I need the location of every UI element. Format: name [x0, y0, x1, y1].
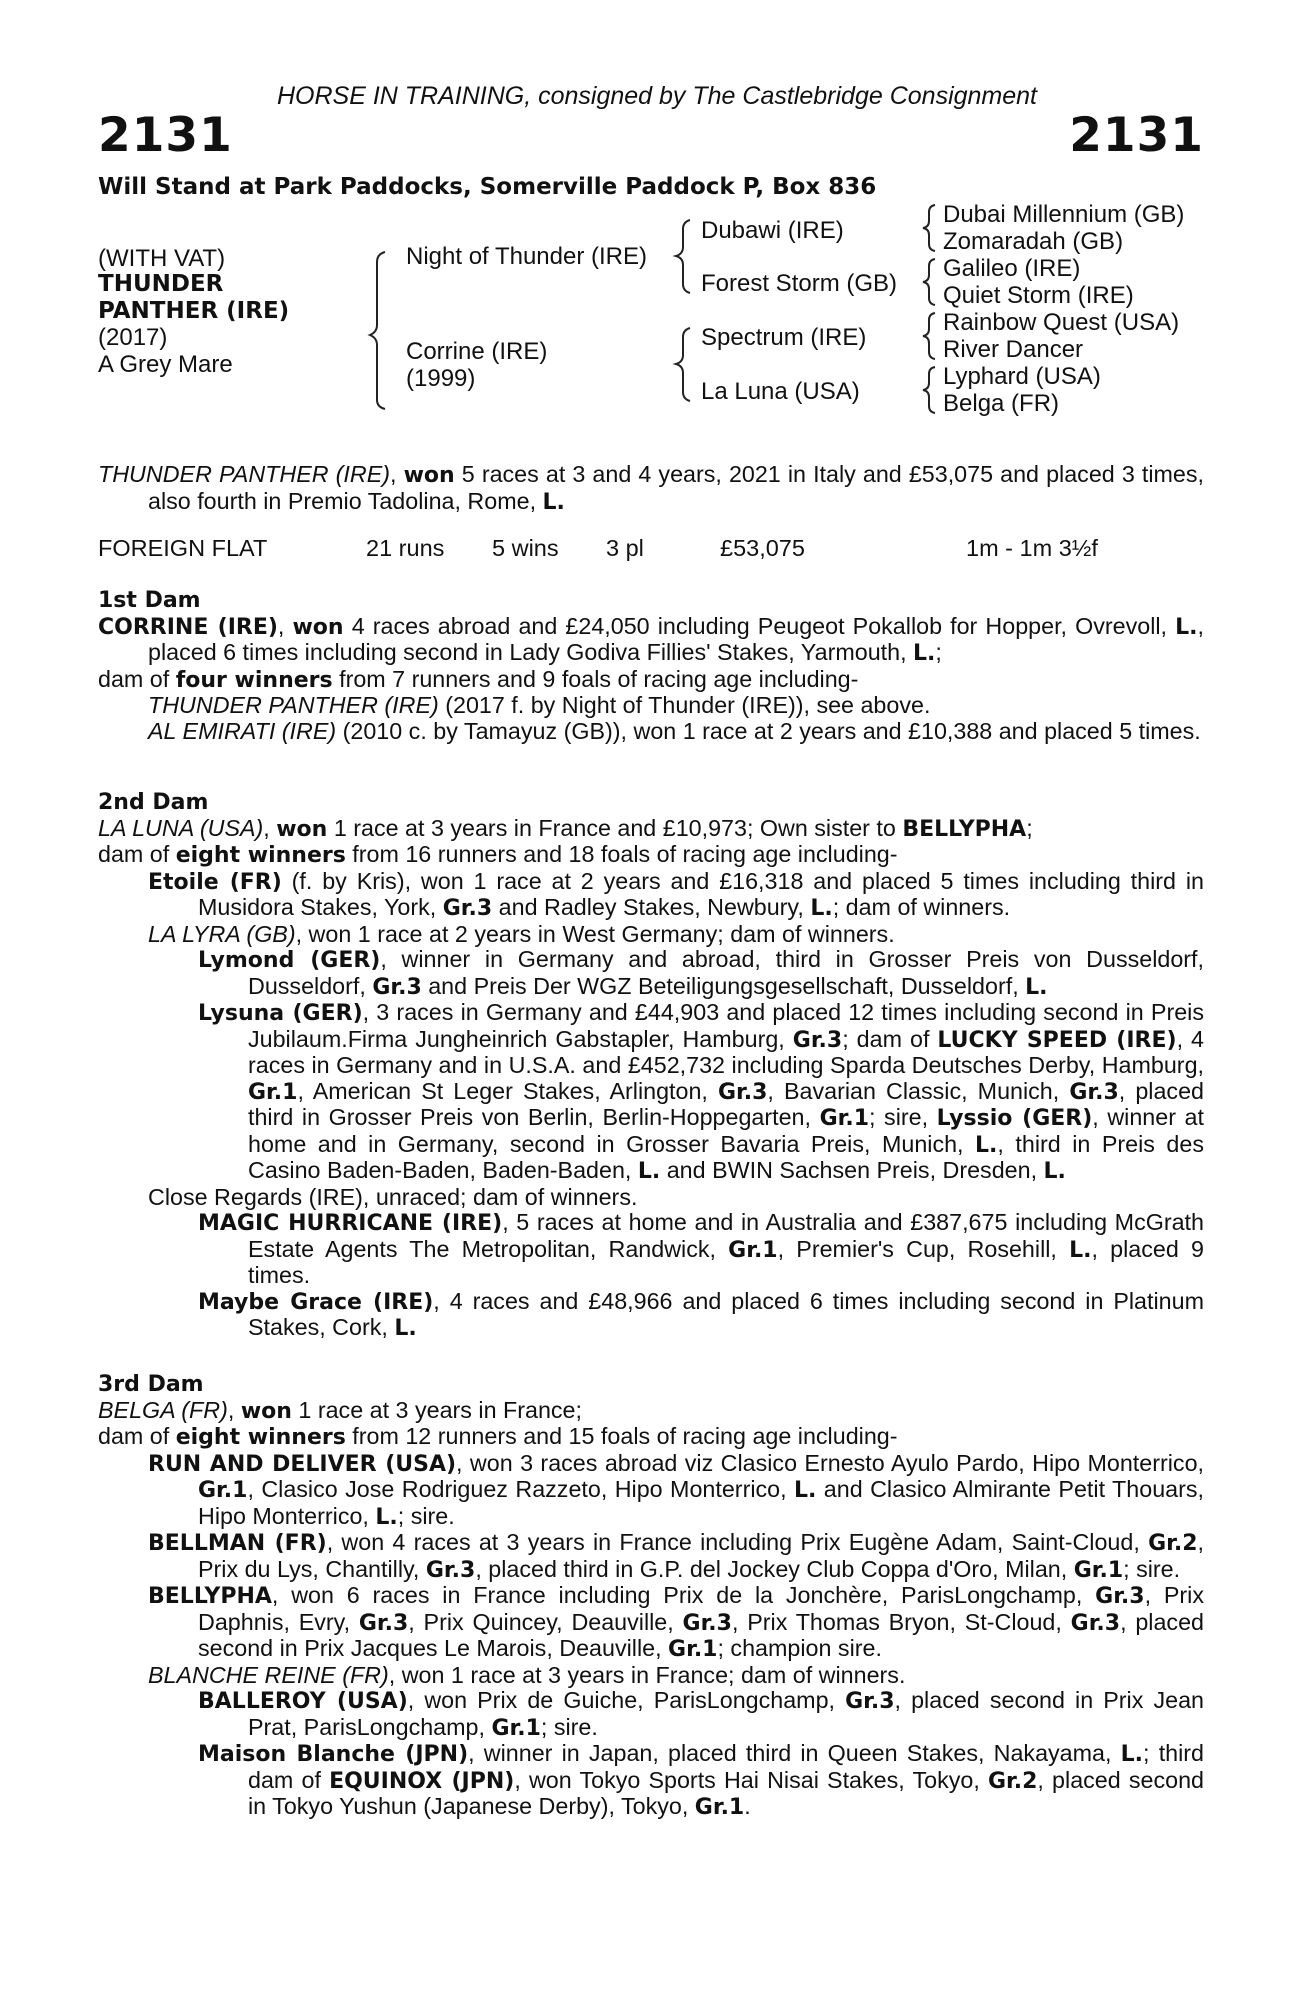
- listed-mark: L.: [1120, 1742, 1144, 1767]
- text: ; champion sire.: [717, 1635, 882, 1661]
- third-dam-name: BELGA (FR): [98, 1396, 228, 1423]
- listed-mark: L.: [975, 1132, 998, 1158]
- text: 4 races abroad and £24,050 including Peugeot Pokallob for Hopper, Ovrevoll,: [343, 612, 1176, 639]
- text: (f. by Kris), won 1 race at 2 years and £16,318 and placed 5 times including third in Musidora Stakes, York,: [198, 867, 1204, 920]
- text: , placed third in Grosser Preis von Berlin, Berlin-Hoppegarten,: [248, 1077, 1204, 1130]
- text: , won 1 race at 2 years in West Germany; dam of winners.: [295, 920, 895, 947]
- text: dam of: [98, 665, 176, 692]
- grade-mark: Gr.3: [358, 1610, 409, 1636]
- text: ;: [1026, 814, 1033, 841]
- progeny-name: LUCKY SPEED (IRE): [937, 1027, 1177, 1053]
- ds-dam: River Dancer: [943, 336, 1084, 363]
- text: , winner at home and in Germany, second in Grosser Bavaria Preis, Munich,: [248, 1104, 1204, 1157]
- grade-mark: Gr.3: [845, 1689, 895, 1714]
- grade-mark: Gr.3: [682, 1610, 732, 1636]
- text: , won 1 race at 3 years in France; dam of winners.: [388, 1661, 906, 1688]
- text: , placed second in Prix Jacques Le Marois, Deauville,: [198, 1608, 1204, 1661]
- text: ; sire,: [869, 1104, 937, 1130]
- text: , won 3 races abroad viz Clasico Ernesto Ayulo Pardo, Hipo Monterrico,: [456, 1449, 1204, 1476]
- text: , placed second in Prix Jean Prat, ParisLongchamp,: [248, 1687, 1204, 1740]
- record-distance: 1m - 1m 3½f: [966, 535, 1098, 561]
- grade-mark: Gr.1: [728, 1237, 778, 1263]
- grade-mark: Gr.1: [819, 1106, 869, 1131]
- text: from 7 runners and 9 foals of racing age including-: [332, 665, 859, 692]
- text: , won 4 races at 3 years in France including Prix Eugène Adam, Saint-Cloud,: [326, 1529, 1149, 1555]
- grade-mark: Gr.3: [1070, 1610, 1121, 1636]
- sire: Night of Thunder (IRE): [406, 243, 647, 270]
- progeny-name: Lysuna (GER): [198, 1001, 363, 1026]
- text: , won Prix de Guiche, ParisLongchamp,: [407, 1687, 846, 1713]
- sd-sire: Galileo (IRE): [943, 255, 1081, 282]
- third-dam-heading: 3rd Dam: [98, 1372, 204, 1397]
- dd-sire: Lyphard (USA): [943, 363, 1101, 390]
- text: , 4 races in Germany and in U.S.A. and £452,732 including Sparda Deutsches Derby, Hamburg,: [248, 1025, 1205, 1078]
- ss-sire: Dubai Millennium (GB): [943, 201, 1185, 228]
- grade-mark: Gr.3: [792, 1027, 843, 1053]
- progeny-name: BALLEROY (USA): [198, 1689, 408, 1714]
- horse-name-line1: THUNDER: [98, 271, 224, 297]
- grade-mark: Gr.3: [717, 1079, 768, 1105]
- grade-mark: Gr.1: [198, 1478, 248, 1503]
- dam: Corrine (IRE): [406, 338, 548, 365]
- grade-mark: Gr.3: [1069, 1079, 1119, 1105]
- text: and BWIN Sachsen Preis, Dresden,: [660, 1157, 1044, 1183]
- winners-count: four winners: [175, 667, 333, 693]
- grade-mark: Gr.1: [694, 1795, 745, 1820]
- text: , winner in Japan, placed third in Queen Stakes, Nakayama,: [468, 1740, 1121, 1766]
- progeny-name: Lyssio (GER): [936, 1106, 1093, 1131]
- progeny-name: Etoile (FR): [148, 869, 282, 895]
- first-dam-name: CORRINE (IRE): [98, 614, 278, 640]
- sd-dam: Quiet Storm (IRE): [943, 282, 1134, 309]
- text: ; dam of: [842, 1025, 938, 1052]
- listed-mark: L.: [1175, 614, 1198, 640]
- listed-mark: L.: [794, 1478, 817, 1503]
- summary-horse-name: THUNDER PANTHER (IRE): [98, 461, 391, 487]
- summary-text: 5 races at 3 and 4 years, 2021 in Italy and £53,075 and placed 3 times, also fourth in Premio Tadolina, Rome,: [148, 461, 1204, 514]
- listed-mark: L.: [394, 1316, 417, 1341]
- record-runs: 21 runs: [366, 535, 445, 561]
- record-earnings: £53,075: [720, 535, 805, 561]
- text: , 3 races in Germany and £44,903 and placed 12 times including second in Preis Jubilaum.Firma Jungheinrich Gabstapler, Hamburg,: [248, 999, 1204, 1052]
- text: , placed third in G.P. del Jockey Club Coppa d'Oro, Milan,: [475, 1555, 1074, 1582]
- won-label: won: [240, 1398, 292, 1424]
- sire-dam: Forest Storm (GB): [701, 270, 898, 297]
- text: from 12 runners and 15 foals of racing age including-: [345, 1423, 898, 1449]
- progeny-name: AL EMIRATI (IRE): [148, 717, 337, 744]
- text: , Prix Quincey, Deauville,: [408, 1608, 683, 1635]
- dam-dam: La Luna (USA): [701, 378, 860, 405]
- grade-mark: Gr.3: [372, 974, 422, 1000]
- text: , Clasico Jose Rodriguez Razzeto, Hipo Monterrico,: [247, 1476, 794, 1502]
- progeny-name: Maison Blanche (JPN): [198, 1742, 469, 1767]
- text: and Preis Der WGZ Beteiligungsgesellschaft, Dusseldorf,: [421, 972, 1026, 999]
- text: , third in Preis des Casino Baden-Baden, Baden-Baden,: [248, 1130, 1204, 1183]
- second-dam-section: 2nd Dam LA LUNA (USA), won 1 race at 3 years in France and £10,973; Own sister to BELLYPHA; dam of eight winners from 16 runners and 18 foals of racing age including- Etoile (FR) (f. by Kris), won 1 race at 2 years and £16,318 and placed 5 times including third in Musidora Stakes, York, Gr.3 and Radley Stakes, Newbury, L.; dam of winners. LA LYRA (GB), won 1 race at 2 years in West Germany; dam of winners. Lymond (GER), winner in Germany and abroad, third in Grosser Preis von Dusseldorf, Dusseldorf, Gr.3 and Preis Der WGZ Beteiligungsgesellschaft, Dusseldorf, L. Lysuna (GER), 3 races in Germany and £44,903 and placed 12 times including second in Preis Jubilaum.Firma Jungheinrich Gabstapler, Hamburg, Gr.3; dam of LUCKY SPEED (IRE), 4 races in Germany and in U.S.A. and £452,732 including Sparda Deutsches Derby, Hamburg, Gr.1, American St Leger Stakes, Arlington, Gr.3, Bavarian Classic, Munich, Gr.3, placed third in Grosser Preis von Berlin, Berlin-Hoppegarten, Gr.1; sire, Lyssio (GER), winner at home and in Germany, second in Grosser Bavaria Preis, Munich, L., third in Preis des Casino Baden-Baden, Baden-Baden, L. and BWIN Sachsen Preis, Dresden, L. Close Regards (IRE), unraced; dam of winners. MAGIC HURRICANE (IRE), 5 races at home and in Australia and £387,675 including McGrath Estate Agents The Metropolitan, Randwick, Gr.1, Premier's Cup, Rosehill, L., placed 9 times. Maybe Grace (IRE), 4 races and £48,966 and placed 6 times including second in Platinum Stakes, Cork, L.: [98, 790, 1205, 1341]
- grade-mark: Gr.1: [1073, 1557, 1124, 1583]
- text: ; third dam of: [248, 1740, 1205, 1793]
- horse-name-line2: PANTHER (IRE): [98, 298, 290, 324]
- listed-mark: L.: [913, 641, 936, 666]
- page-header: HORSE IN TRAINING, consigned by The Castlebridge Consignment: [276, 82, 1038, 110]
- second-dam-name: LA LUNA (USA): [98, 814, 264, 841]
- text: , Bavarian Classic, Munich,: [767, 1077, 1070, 1104]
- winners-count: eight winners: [175, 843, 346, 868]
- won-label: won: [292, 614, 344, 640]
- listed-mark: L.: [637, 1159, 661, 1184]
- text: 1 race at 3 years in France and £10,973; Own sister to: [327, 814, 903, 841]
- text: , 5 races at home and in Australia and £387,675 including McGrath Estate Agents The Metropolitan, Randwick,: [248, 1209, 1204, 1262]
- text: , Prix du Lys, Chantilly,: [198, 1529, 1204, 1582]
- record-wins: 5 wins: [492, 535, 559, 561]
- text: , won Tokyo Sports Hai Nisai Stakes, Tokyo,: [514, 1766, 988, 1793]
- text: , placed 9 times.: [248, 1235, 1204, 1288]
- text: ; dam of winners.: [832, 894, 1011, 920]
- text: (2010 c. by Tamayuz (GB)), won 1 race at 2 years and £10,388 and placed 5 times.: [336, 717, 1201, 744]
- progeny-name: BELLYPHA: [148, 1584, 272, 1609]
- progeny-name: BELLMAN (FR): [148, 1531, 327, 1556]
- text: , won 6 races in France including Prix de la Jonchère, ParisLongchamp,: [271, 1582, 1096, 1608]
- lot-number-left: 2131: [98, 108, 233, 163]
- text: , winner in Germany and abroad, third in Grosser Preis von Dusseldorf, Dusseldorf,: [248, 946, 1204, 999]
- grade-mark: Gr.2: [987, 1768, 1038, 1794]
- text: , placed second in Tokyo Yushun (Japanese Derby), Tokyo,: [248, 1766, 1204, 1819]
- text: , Premier's Cup, Rosehill,: [777, 1235, 1070, 1262]
- text: dam of: [98, 841, 176, 867]
- lot-number-right: 2131: [1069, 108, 1204, 163]
- text: from 16 runners and 18 foals of racing age including-: [345, 841, 898, 867]
- progeny-name: Lymond (GER): [198, 948, 381, 973]
- text: , American St Leger Stakes, Arlington,: [297, 1077, 718, 1104]
- progeny-name: RUN AND DELIVER (USA): [148, 1451, 457, 1477]
- won-label: won: [276, 816, 328, 842]
- sire-sire: Dubawi (IRE): [701, 217, 844, 244]
- grade-mark: Gr.2: [1148, 1531, 1198, 1556]
- text: 1 race at 3 years in France;: [291, 1396, 582, 1423]
- text: ; sire.: [540, 1713, 598, 1740]
- race-summary: THUNDER PANTHER (IRE), won 5 races at 3 and 4 years, 2021 in Italy and £53,075 and placed 3 times, also fourth in Premio Tadolina, Rome, L.: [98, 461, 1204, 515]
- winners-count: eight winners: [175, 1425, 346, 1450]
- dam-year: (1999): [406, 365, 476, 392]
- ss-dam: Zomaradah (GB): [943, 228, 1124, 255]
- progeny-name: EQUINOX (JPN): [329, 1768, 515, 1794]
- record-placed: 3 pl: [606, 535, 644, 561]
- horse-year: (2017): [98, 324, 168, 351]
- dam-sire: Spectrum (IRE): [701, 324, 867, 351]
- dd-dam: Belga (FR): [943, 390, 1060, 417]
- progeny-name: MAGIC HURRICANE (IRE): [198, 1211, 503, 1236]
- progeny-name: Maybe Grace (IRE): [198, 1289, 434, 1315]
- race-record: [98, 535, 1208, 565]
- third-dam-section: 3rd Dam BELGA (FR), won 1 race at 3 years in France; dam of eight winners from 12 runners and 15 foals of racing age including- RUN AND DELIVER (USA), won 3 races abroad viz Clasico Ernesto Ayulo Pardo, Hipo Monterrico, Gr.1, Clasico Jose Rodriguez Razzeto, Hipo Monterrico, L. and Clasico Almirante Petit Thouars, Hipo Monterrico, L.; sire. BELLMAN (FR), won 4 races at 3 years in France including Prix Eugène Adam, Saint-Cloud, Gr.2, Prix du Lys, Chantilly, Gr.3, placed third in G.P. del Jockey Club Coppa d'Oro, Milan, Gr.1; sire. BELLYPHA, won 6 races in France including Prix de la Jonchère, ParisLongchamp, Gr.3, Prix Daphnis, Evry, Gr.3, Prix Quincey, Deauville, Gr.3, Prix Thomas Bryon, St-Cloud, Gr.3, placed second in Prix Jacques Le Marois, Deauville, Gr.1; champion sire. BLANCHE REINE (FR), won 1 race at 3 years in France; dam of winners. BALLEROY (USA), won Prix de Guiche, ParisLongchamp, Gr.3, placed second in Prix Jean Prat, ParisLongchamp, Gr.1; sire. Maison Blanche (JPN), winner in Japan, placed third in Queen Stakes, Nakayama, L.; third dam of EQUINOX (JPN), won Tokyo Sports Hai Nisai Stakes, Tokyo, Gr.2, placed second in Tokyo Yushun (Japanese Derby), Tokyo, Gr.1.: [98, 1372, 1205, 1820]
- text: ; sire.: [1123, 1555, 1181, 1582]
- second-dam-heading: 2nd Dam: [98, 790, 209, 815]
- text: , Prix Thomas Bryon, St-Cloud,: [731, 1608, 1071, 1635]
- text: ; sire.: [397, 1502, 455, 1529]
- horse-description: A Grey Mare: [98, 351, 233, 378]
- sister-name: BELLYPHA: [902, 816, 1027, 842]
- text: and Radley Stakes, Newbury,: [492, 894, 811, 920]
- grade-mark: Gr.1: [248, 1079, 298, 1105]
- text: .: [744, 1793, 751, 1819]
- listed-mark: L.: [810, 896, 833, 921]
- first-dam-section: 1st Dam CORRINE (IRE), won 4 races abroad and £24,050 including Peugeot Pokallob for Hopper, Ovrevoll, L., placed 6 times including second in Lady Godiva Fillies' Stakes, Yarmouth, L.; dam of four winners from 7 runners and 9 foals of racing age including- THUNDER PANTHER (IRE) (2017 f. by Night of Thunder (IRE)), see above. AL EMIRATI (IRE) (2010 c. by Tamayuz (GB)), won 1 race at 2 years and £10,388 and placed 5 times.: [98, 588, 1204, 744]
- grade-mark: Gr.3: [1095, 1584, 1145, 1609]
- text: (2017 f. by Night of Thunder (IRE)), see above.: [438, 692, 931, 718]
- ds-sire: Rainbow Quest (USA): [943, 309, 1180, 336]
- listed-mark: L.: [375, 1504, 398, 1530]
- grade-mark: Gr.3: [442, 896, 493, 921]
- grade-mark: Gr.3: [425, 1557, 476, 1583]
- text: , Prix Daphnis, Evry,: [198, 1582, 1204, 1635]
- listed-mark: L.: [1069, 1237, 1092, 1263]
- vat-note: (WITH VAT): [98, 245, 226, 272]
- grade-mark: Gr.1: [668, 1637, 718, 1662]
- progeny-name: LA LYRA (GB): [148, 920, 296, 947]
- stand-location: Will Stand at Park Paddocks, Somerville Paddock P, Box 836: [98, 174, 877, 200]
- text: dam of: [98, 1423, 176, 1449]
- progeny-name: THUNDER PANTHER (IRE): [148, 692, 439, 718]
- record-type: FOREIGN FLAT: [98, 535, 268, 561]
- text: and Clasico Almirante Petit Thouars, Hipo Monterrico,: [198, 1476, 1204, 1529]
- text: ;: [935, 639, 942, 665]
- listed-mark: L.: [1043, 1159, 1066, 1184]
- listed-mark: L.: [542, 489, 565, 515]
- text: , 4 races and £48,966 and placed 6 times including second in Platinum Stakes, Cork,: [248, 1287, 1204, 1340]
- first-dam-heading: 1st Dam: [98, 588, 201, 613]
- won-label: won: [403, 463, 455, 488]
- progeny-name: BLANCHE REINE (FR): [148, 1661, 389, 1688]
- text: , placed 6 times including second in Lady Godiva Fillies' Stakes, Yarmouth,: [148, 612, 1204, 665]
- progeny-name: Close Regards (IRE), unraced; dam of winners.: [148, 1183, 638, 1210]
- listed-mark: L.: [1025, 974, 1048, 1000]
- grade-mark: Gr.1: [491, 1715, 541, 1741]
